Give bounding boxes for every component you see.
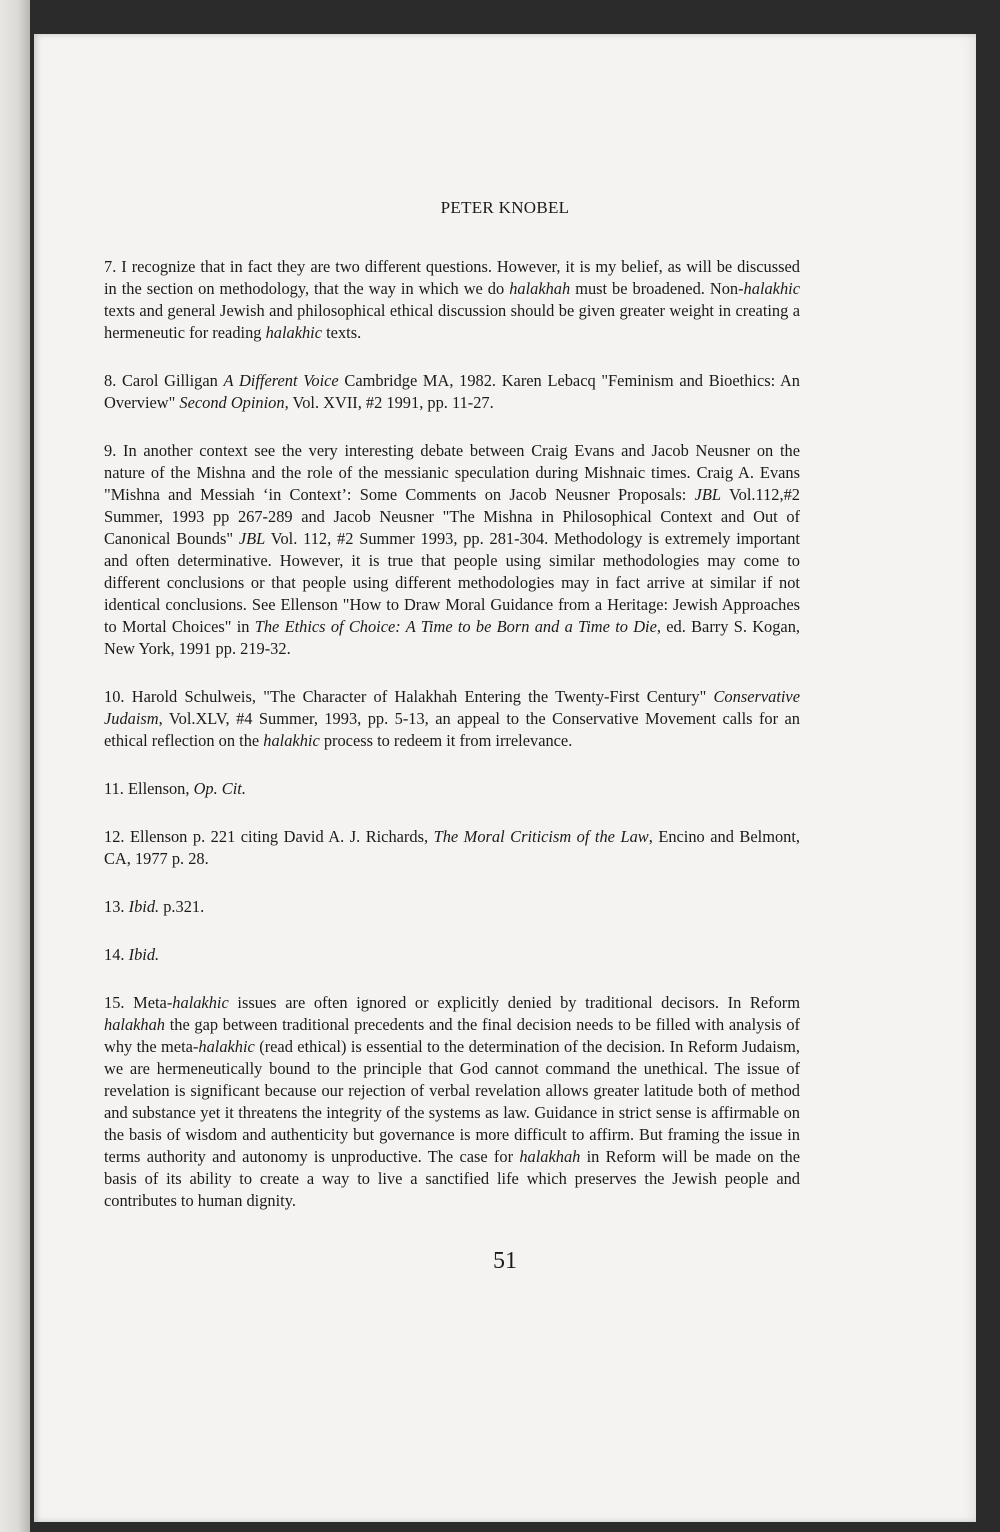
italic-text: Second Opinion xyxy=(179,393,285,412)
italic-text: JBL xyxy=(694,485,721,504)
note-text: texts. xyxy=(322,323,362,342)
italic-text: halakhic xyxy=(172,993,229,1012)
endnote-number: 15. xyxy=(104,993,125,1012)
italic-text: halakhah xyxy=(104,1015,166,1034)
page-number: 51 xyxy=(493,1248,517,1274)
note-text: texts and general Jewish and philosophical ethical discussion should be given greater weight in creating a hermeneutic for reading xyxy=(104,301,800,342)
endnote xyxy=(104,686,800,752)
italic-text: halakhic xyxy=(743,279,800,298)
note-text: issues are often ignored or explicitly denied by traditional decisors. In Reform xyxy=(228,993,800,1012)
italic-text: Op. Cit. xyxy=(193,779,246,798)
note-text: , Encino and Belmont, CA, 1977 p. 28. xyxy=(104,827,800,868)
endnote xyxy=(104,440,800,660)
note-text: Ellenson p. 221 citing David A. J. Richards, xyxy=(130,827,434,846)
note-text: Meta- xyxy=(133,993,173,1012)
italic-text: JBL xyxy=(238,529,266,548)
endnote-number: 14. xyxy=(104,945,125,964)
italic-text: halakhic xyxy=(263,731,320,750)
endnote-number: 12. xyxy=(104,827,125,846)
italic-text: Ibid. xyxy=(128,945,160,964)
endnote xyxy=(104,896,800,918)
italic-text: The Moral Criticism of the Law xyxy=(433,827,649,846)
facing-page-edge xyxy=(0,0,30,1532)
italic-text: A Different Voice xyxy=(223,371,339,390)
italic-text: Conservative Judaism xyxy=(104,687,800,728)
endnote xyxy=(104,944,800,966)
running-header: PETER KNOBEL xyxy=(440,198,570,217)
endnote xyxy=(104,256,800,344)
italic-text: halakhic xyxy=(265,323,323,342)
note-text: Ellenson, xyxy=(128,779,194,798)
note-text: must be broadened. Non- xyxy=(570,279,744,298)
endnote-number: 13. xyxy=(104,897,125,916)
endnote xyxy=(104,370,800,414)
endnote-number: 7. xyxy=(104,257,117,276)
note-text: , Vol. XVII, #2 1991, pp. 11-27. xyxy=(284,393,494,412)
endnote xyxy=(104,992,800,1212)
endnote-number: 11. xyxy=(104,779,124,798)
note-text: (read ethical) is essential to the determination of the decision. In Reform Judaism, we are hermeneutically bound to the principle that God cannot command the unethical. The issue of revelation is significant because our rejection of verbal revelation allows greater latitude both of method and substance yet it threatens the integrity of the systems as law. Guidance in strict sense is affirmable on the basis of wisdom and authenticity but governance is more difficult to affirm. But framing the issue in terms authority and autonomy is unproductive. The case for xyxy=(104,1037,800,1166)
endnote-number: 8. xyxy=(104,371,117,390)
italic-text: halakhic xyxy=(198,1037,255,1056)
note-text: the gap between traditional precedents and the final decision needs to be filled with analysis of why the meta- xyxy=(104,1015,800,1056)
italic-text: Ibid. xyxy=(128,897,160,916)
italic-text: halakhah xyxy=(509,279,571,298)
note-text: process to redeem it from irrelevance. xyxy=(319,731,573,750)
note-text: Harold Schulweis, "The Character of Halakhah Entering the Twenty-First Century" xyxy=(131,687,714,706)
book-page xyxy=(34,34,976,1522)
note-text: in Reform will be made on the basis of its ability to create a way to live a sanctified life which preserves the Jewish people and contributes to human dignity. xyxy=(104,1147,800,1210)
note-text: Vol.112,#2 Summer, 1993 pp 267-289 and Jacob Neusner "The Mishna in Philosophical Context and Out of Canonical Bounds" xyxy=(104,485,800,548)
endnote xyxy=(104,826,800,870)
note-text: In another context see the very interesting debate between Craig Evans and Jacob Neusner on the nature of the Mishna and the role of the messianic speculation during Mishnaic times. Craig A. Evans "Mishna and Messiah ‘in Context’: Some Comments on Jacob Neusner Proposals: xyxy=(104,441,800,504)
endnote-number: 10. xyxy=(104,687,125,706)
endnote-number: 9. xyxy=(104,441,117,460)
note-text: Carol Gilligan xyxy=(122,371,224,390)
note-text: , Vol.XLV, #4 Summer, 1993, pp. 5-13, an appeal to the Conservative Movement calls for an ethical reflection on the xyxy=(104,709,800,750)
italic-text: The Ethics of Choice: A Time to be Born and a Time to Die xyxy=(254,617,657,636)
endnote xyxy=(104,778,800,800)
endnotes xyxy=(104,256,800,1238)
note-text: , ed. Barry S. Kogan, New York, 1991 pp. 219-32. xyxy=(104,617,800,658)
italic-text: halakhah xyxy=(519,1147,581,1166)
note-text: p.321. xyxy=(159,897,205,916)
note-text: Cambridge MA, 1982. Karen Lebacq "Feminism and Bioethics: An Overview" xyxy=(104,371,800,412)
note-text: Vol. 112, #2 Summer 1993, pp. 281-304. Methodology is extremely important and often determinative. However, it is true that people using similar methodologies may come to different conclusions or that people using different methodologies may in fact arrive at similar if not identical conclusions. See Ellenson "How to Draw Moral Guidance from a Heritage: Jewish Approaches to Mortal Choices" in xyxy=(104,529,800,636)
note-text: I recognize that in fact they are two different questions. However, it is my belief, as will be discussed in the section on methodology, that the way in which we do xyxy=(104,257,800,298)
